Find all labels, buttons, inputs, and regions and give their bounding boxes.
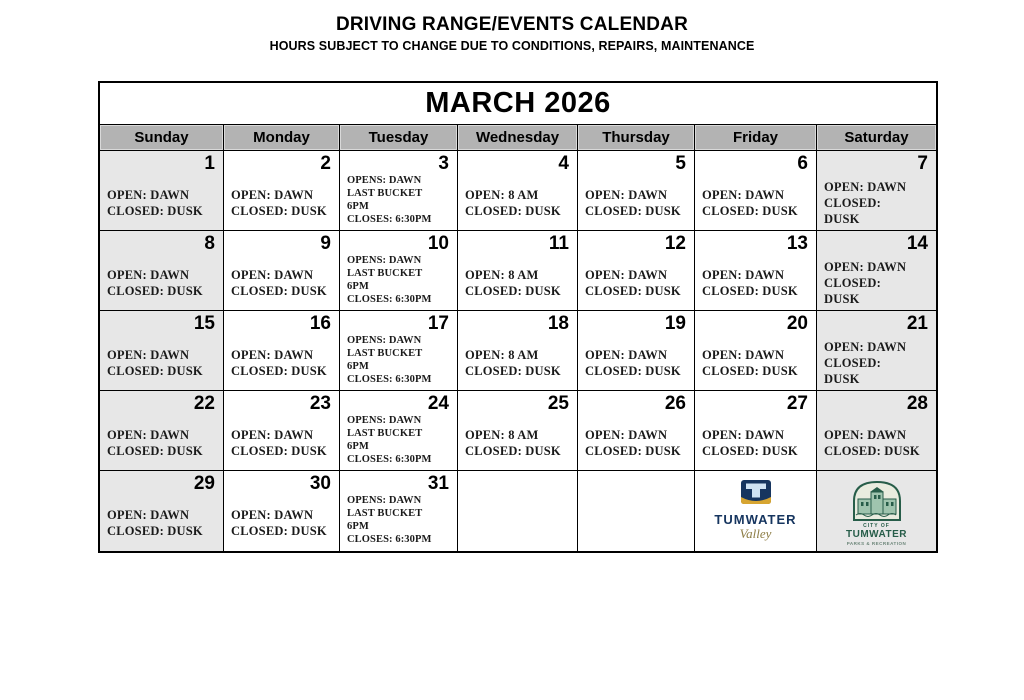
calendar-cell-day-4: [458, 151, 578, 231]
cell-hours: [340, 494, 457, 546]
day-number: 11: [548, 233, 569, 254]
day-header-saturday: Saturday: [817, 125, 936, 150]
hours-line: OPEN: DAWN: [231, 508, 314, 522]
day-number: 22: [193, 393, 215, 414]
hours-line: CLOSED:: [824, 276, 881, 290]
hours-line: OPENS: DAWN: [347, 335, 422, 346]
hours-line: LAST BUCKET: [347, 428, 423, 439]
calendar-cell-day-6: [695, 151, 817, 231]
calendar-cell-day-20: [695, 311, 817, 391]
cell-hours: [100, 507, 223, 539]
hours-line: CLOSED: DUSK: [702, 364, 798, 378]
calendar-cell-day-28: [817, 391, 936, 471]
cell-hours: [100, 267, 223, 299]
day-number: 9: [320, 233, 331, 254]
calendar-cell-day-5: [578, 151, 695, 231]
calendar-cell-day-19: [578, 311, 695, 391]
calendar-cell-day-10: [340, 231, 458, 311]
day-number: 29: [193, 473, 215, 494]
cell-hours: [340, 254, 457, 306]
hours-line: LAST BUCKET: [347, 268, 423, 279]
hours-line: CLOSED: DUSK: [702, 284, 798, 298]
hours-line: OPEN: 8 AM: [465, 188, 539, 202]
calendar-cell-logo_city: [817, 471, 936, 551]
hours-line: OPEN: DAWN: [107, 348, 190, 362]
day-number: 3: [438, 153, 449, 174]
calendar-cell-day-13: [695, 231, 817, 311]
cell-hours: [100, 347, 223, 379]
tumwater-valley-icon: [736, 480, 776, 510]
cell-hours: [224, 347, 339, 379]
hours-line: 6PM: [347, 521, 369, 532]
hours-line: CLOSED: DUSK: [585, 284, 681, 298]
calendar-cell-day-29: [100, 471, 224, 551]
hours-line: OPEN: 8 AM: [465, 268, 539, 282]
cell-hours: [100, 187, 223, 219]
day-number: 24: [427, 393, 449, 414]
cell-hours: [100, 427, 223, 459]
cell-hours: [578, 267, 694, 299]
hours-line: CLOSES: 6:30PM: [347, 214, 432, 225]
hours-line: OPEN: DAWN: [702, 348, 785, 362]
day-number: 18: [547, 313, 569, 334]
hours-line: OPEN: DAWN: [107, 428, 190, 442]
day-number: 17: [427, 313, 449, 334]
calendar-cell-day-11: [458, 231, 578, 311]
cell-hours: [458, 267, 577, 299]
hours-line: CLOSED: DUSK: [107, 364, 203, 378]
day-header-friday: Friday: [695, 125, 817, 150]
hours-line: OPEN: 8 AM: [465, 428, 539, 442]
day-number: 15: [193, 313, 215, 334]
hours-line: CLOSED: DUSK: [231, 524, 327, 538]
hours-line: CLOSED:: [824, 356, 881, 370]
calendar-cell-day-31: [340, 471, 458, 551]
cell-hours: [578, 347, 694, 379]
calendar-month-title: MARCH 2026: [100, 83, 936, 125]
cell-hours: [458, 427, 577, 459]
day-number: 21: [906, 313, 928, 334]
day-header-wednesday: Wednesday: [458, 125, 578, 150]
hours-line: OPEN: DAWN: [231, 268, 314, 282]
day-number: 1: [204, 153, 215, 174]
hours-line: CLOSED: DUSK: [465, 444, 561, 458]
day-number: 4: [558, 153, 569, 174]
day-number: 12: [664, 233, 686, 254]
hours-line: LAST BUCKET: [347, 348, 423, 359]
hours-line: DUSK: [824, 212, 860, 226]
hours-line: CLOSED: DUSK: [231, 204, 327, 218]
cell-hours: [817, 339, 936, 387]
calendar-cell-day-16: [224, 311, 340, 391]
calendar-cell-day-25: [458, 391, 578, 471]
day-number: 6: [797, 153, 808, 174]
cell-hours: [458, 187, 577, 219]
cell-hours: [224, 507, 339, 539]
day-number: 7: [917, 153, 928, 174]
hours-line: OPEN: DAWN: [231, 428, 314, 442]
hours-line: LAST BUCKET: [347, 508, 423, 519]
day-number: 8: [204, 233, 215, 254]
hours-line: OPEN: DAWN: [824, 180, 907, 194]
cell-hours: [817, 259, 936, 307]
hours-line: OPENS: DAWN: [347, 415, 422, 426]
page-title: DRIVING RANGE/EVENTS CALENDAR: [335, 14, 689, 35]
hours-line: OPEN: DAWN: [585, 188, 668, 202]
day-number: 20: [786, 313, 808, 334]
calendar-cell-day-23: [224, 391, 340, 471]
calendar-cell-day-24: [340, 391, 458, 471]
hours-line: CLOSED:: [824, 196, 881, 210]
day-header-tuesday: Tuesday: [340, 125, 458, 150]
hours-line: CLOSED: DUSK: [107, 284, 203, 298]
city-of-tumwater-logo: [817, 471, 936, 551]
day-number: 31: [427, 473, 449, 494]
calendar-cell-day-1: [100, 151, 224, 231]
cell-hours: [578, 427, 694, 459]
hours-line: OPEN: DAWN: [824, 428, 907, 442]
day-number: 14: [906, 233, 928, 254]
calendar-cell-day-26: [578, 391, 695, 471]
hours-line: OPENS: DAWN: [347, 175, 422, 186]
day-header-thursday: Thursday: [578, 125, 695, 150]
hours-line: CLOSES: 6:30PM: [347, 374, 432, 385]
tumwater-valley-name: TUMWATER: [714, 512, 797, 527]
cell-hours: [340, 334, 457, 386]
hours-line: OPEN: DAWN: [824, 260, 907, 274]
calendar-cell-day-17: [340, 311, 458, 391]
calendar-cell-logo_valley: [695, 471, 817, 551]
calendar-cell-day-7: [817, 151, 936, 231]
day-number: 23: [309, 393, 331, 414]
calendar-cell-day-14: [817, 231, 936, 311]
calendar: [98, 81, 938, 553]
hours-line: 6PM: [347, 361, 369, 372]
cell-hours: [340, 174, 457, 226]
hours-line: OPEN: DAWN: [702, 428, 785, 442]
hours-line: CLOSED: DUSK: [585, 204, 681, 218]
day-number: 13: [786, 233, 808, 254]
hours-line: OPEN: DAWN: [585, 348, 668, 362]
hours-line: CLOSED: DUSK: [465, 364, 561, 378]
hours-line: OPEN: DAWN: [702, 268, 785, 282]
day-number: 16: [309, 313, 331, 334]
day-number: 30: [309, 473, 331, 494]
cell-hours: [695, 347, 816, 379]
cell-hours: [817, 179, 936, 227]
hours-line: CLOSES: 6:30PM: [347, 294, 432, 305]
hours-line: OPEN: DAWN: [107, 508, 190, 522]
hours-line: CLOSED: DUSK: [465, 284, 561, 298]
day-number: 2: [320, 153, 331, 174]
hours-line: 6PM: [347, 201, 369, 212]
hours-line: CLOSED: DUSK: [231, 444, 327, 458]
cell-hours: [224, 267, 339, 299]
calendar-cell-day-3: [340, 151, 458, 231]
hours-line: CLOSED: DUSK: [231, 284, 327, 298]
cell-hours: [224, 427, 339, 459]
hours-line: DUSK: [824, 372, 860, 386]
hours-line: OPEN: DAWN: [585, 428, 668, 442]
cell-hours: [224, 187, 339, 219]
hours-line: CLOSED: DUSK: [107, 444, 203, 458]
hours-line: OPEN: DAWN: [824, 340, 907, 354]
cell-hours: [695, 187, 816, 219]
hours-line: OPEN: DAWN: [231, 188, 314, 202]
hours-line: OPEN: DAWN: [107, 268, 190, 282]
hours-line: LAST BUCKET: [347, 188, 423, 199]
day-header-sunday: Sunday: [100, 125, 224, 150]
city-of-tumwater-cityof: CITY OF: [863, 522, 890, 529]
day-number: 27: [786, 393, 808, 414]
cell-hours: [695, 427, 816, 459]
hours-line: OPEN: DAWN: [107, 188, 190, 202]
tumwater-valley-script: Valley: [739, 526, 772, 541]
hours-line: OPEN: 8 AM: [465, 348, 539, 362]
calendar-cell-empty: [458, 471, 578, 551]
calendar-cell-day-22: [100, 391, 224, 471]
day-number: 26: [664, 393, 686, 414]
hours-line: OPEN: DAWN: [702, 188, 785, 202]
hours-line: CLOSED: DUSK: [585, 444, 681, 458]
calendar-cell-empty: [578, 471, 695, 551]
hours-line: 6PM: [347, 441, 369, 452]
hours-line: CLOSED: DUSK: [465, 204, 561, 218]
city-of-tumwater-name: TUMWATER: [845, 528, 908, 540]
calendar-cell-day-21: [817, 311, 936, 391]
calendar-cell-day-9: [224, 231, 340, 311]
cell-hours: [817, 427, 936, 459]
cell-hours: [695, 267, 816, 299]
calendar-cell-day-2: [224, 151, 340, 231]
day-header-monday: Monday: [224, 125, 340, 150]
hours-line: CLOSES: 6:30PM: [347, 454, 432, 465]
calendar-cell-day-18: [458, 311, 578, 391]
hours-line: OPENS: DAWN: [347, 495, 422, 506]
cell-hours: [340, 414, 457, 466]
hours-line: CLOSED: DUSK: [585, 364, 681, 378]
hours-line: CLOSED: DUSK: [702, 444, 798, 458]
hours-line: CLOSED: DUSK: [107, 524, 203, 538]
hours-line: DUSK: [824, 292, 860, 306]
hours-line: CLOSED: DUSK: [231, 364, 327, 378]
day-number: 10: [427, 233, 449, 254]
cell-hours: [578, 187, 694, 219]
hours-line: CLOSED: DUSK: [702, 204, 798, 218]
day-number: 28: [906, 393, 928, 414]
calendar-cell-day-30: [224, 471, 340, 551]
hours-line: OPENS: DAWN: [347, 255, 422, 266]
calendar-cell-day-27: [695, 391, 817, 471]
page-subtitle: HOURS SUBJECT TO CHANGE DUE TO CONDITIONS, REPAIRS, MAINTENANCE: [269, 39, 755, 53]
hours-line: OPEN: DAWN: [585, 268, 668, 282]
calendar-cell-day-12: [578, 231, 695, 311]
day-number: 25: [547, 393, 569, 414]
day-number: 19: [664, 313, 686, 334]
hours-line: CLOSES: 6:30PM: [347, 534, 432, 545]
hours-line: OPEN: DAWN: [231, 348, 314, 362]
hours-line: CLOSED: DUSK: [824, 444, 920, 458]
hours-line: CLOSED: DUSK: [107, 204, 203, 218]
day-number: 5: [675, 153, 686, 174]
cell-hours: [458, 347, 577, 379]
tumwater-valley-logo: [695, 471, 816, 551]
page-header: [0, 14, 1024, 53]
calendar-cell-day-8: [100, 231, 224, 311]
city-of-tumwater-icon: [849, 477, 905, 521]
calendar-day-header-row: [100, 125, 936, 151]
city-of-tumwater-dept: PARKS & RECREATION: [846, 540, 907, 546]
calendar-grid: [100, 151, 936, 551]
hours-line: 6PM: [347, 281, 369, 292]
calendar-cell-day-15: [100, 311, 224, 391]
